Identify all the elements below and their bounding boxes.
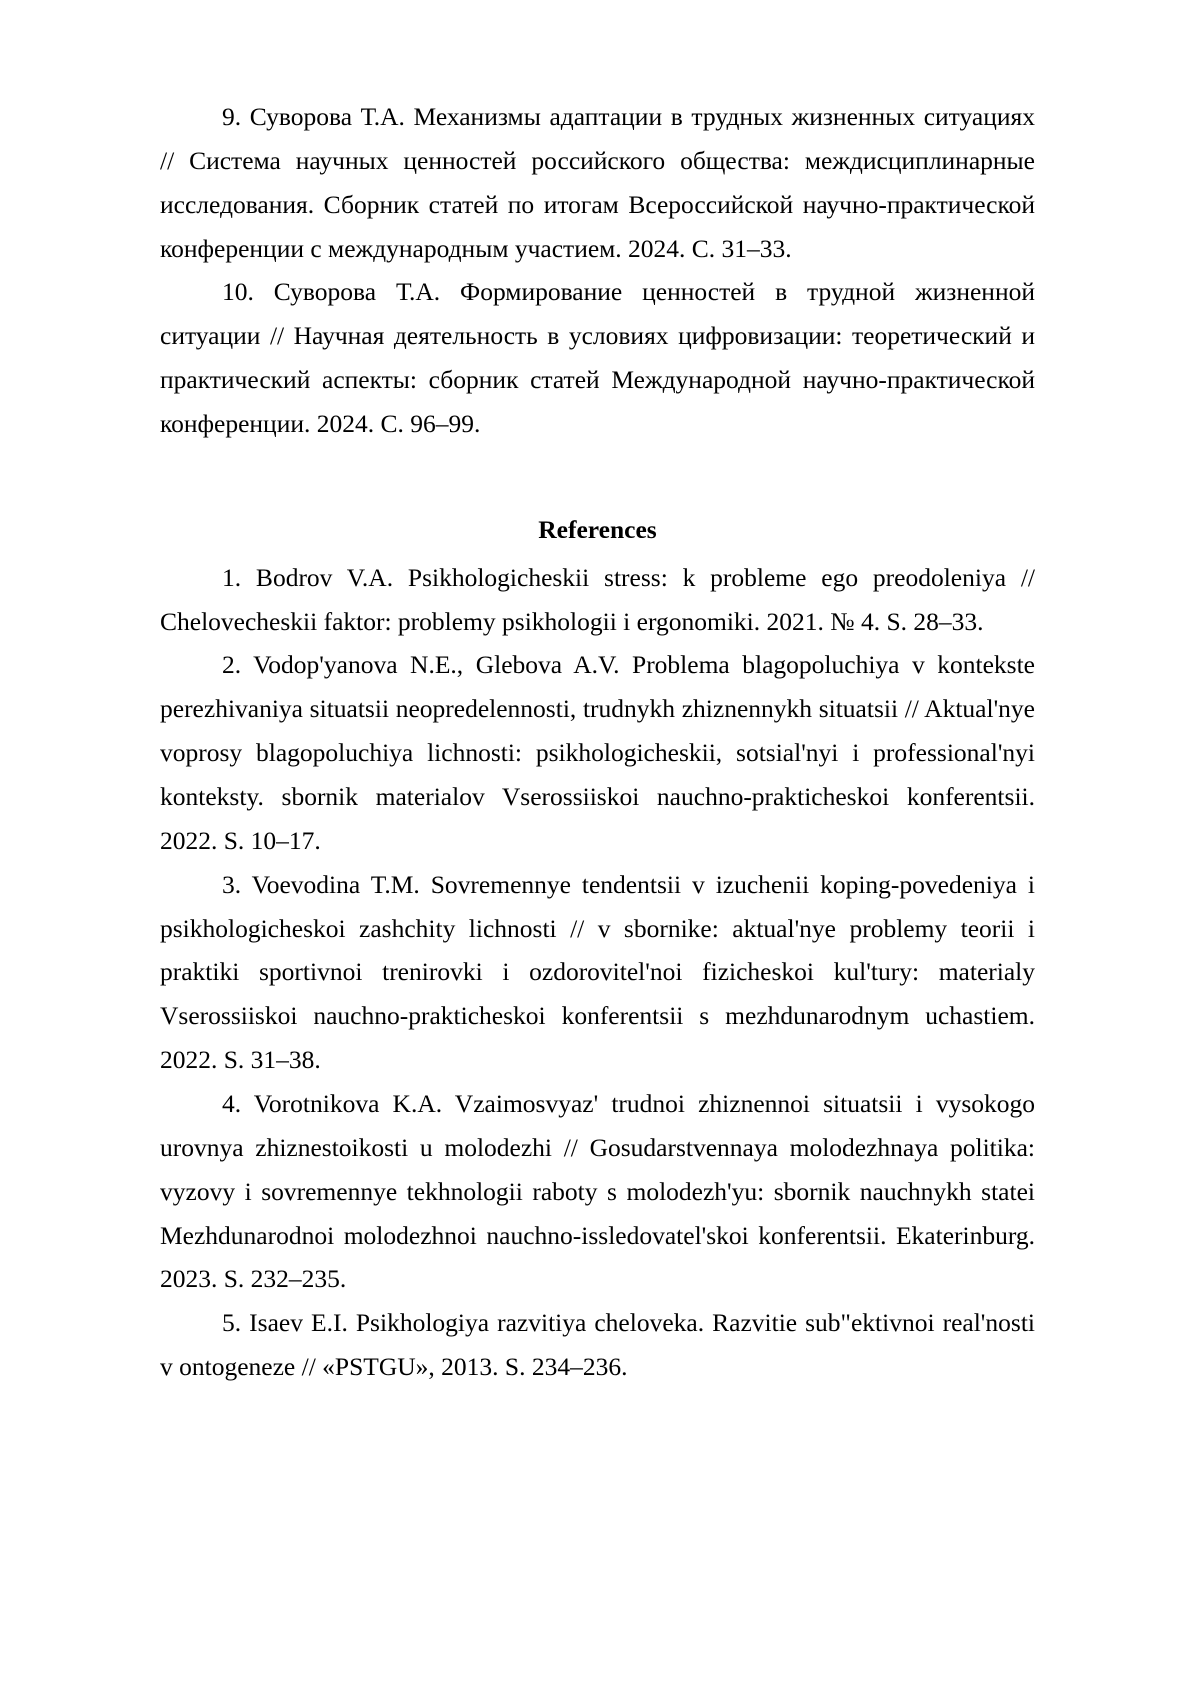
reference-item: 10. Суворова Т.А. Формирование ценностей в трудной жизненной ситуации // Научная деятельность в условиях цифровизации: теоретический и практический аспекты: сборник статей Международной научно-практической конференции. 2024. С. 96–99. [160,277,1035,439]
section-spacer [160,446,1035,508]
reference-item: 1. Bodrov V.A. Psikhologicheskii stress: k probleme ego preodoleniya // Chelovecheskii faktor: problemy psikhologii i ergonomiki. 2021. № 4. S. 28–33. [160,562,1035,636]
reference-item: 3. Voevodina T.M. Sovremennye tendentsii v izuchenii koping-povedeniya i psikhologicheskoi zashchity lichnosti // v sbornike: aktual'nye problemy teorii i praktiki sportivnoi trenirovki i ozdorovitel'noi fizicheskoi kul'tury: materialy Vserossiiskoi nauchno-prakticheskoi konferentsii s mezhdunarodnym uchastiem. 2022. S. 31–38. [160,869,1035,1075]
reference-item: 4. Vorotnikova K.A. Vzaimosvyaz' trudnoi zhiznennoi situatsii i vysokogo urovnya zhiznestoikosti u molodezhi // Gosudarstvennaya molodezhnaya politika: vyzovy i sovremennye tekhnologii raboty s molodezh'yu: sbornik nauchnykh statei Mezhdunarodnoi molodezhnoi nauchno-issledovatel'skoi konferentsii. Ekaterinburg. 2023. S. 232–235. [160,1089,1035,1294]
document-body [160,95,1035,1389]
reference-item: 2. Vodop'yanova N.E., Glebova A.V. Problema blagopoluchiya v kontekste perezhivaniya situatsii neopredelennosti, trudnykh zhiznennykh situatsii // Aktual'nye voprosy blagopoluchiya lichnosti: psikhologicheskii, sotsial'nyi i professional'nyi konteksty. sbornik materialov Vserossiiskoi nauchno-prakticheskoi konferentsii. 2022. S. 10–17. [160,650,1035,855]
reference-item: 5. Isaev E.I. Psikhologiya razvitiya cheloveka. Razvitie sub"ektivnoi real'nosti v ontogeneze // «PSTGU», 2013. S. 234–236. [160,1308,1035,1382]
reference-item: 9. Суворова Т.А. Механизмы адаптации в трудных жизненных ситуациях // Система научных ценностей российского общества: междисциплинарные исследования. Сборник статей по итогам Всероссийской научно-практической конференции с международным участием. 2024. С. 31–33. [160,102,1035,263]
references-heading: References [538,514,657,544]
